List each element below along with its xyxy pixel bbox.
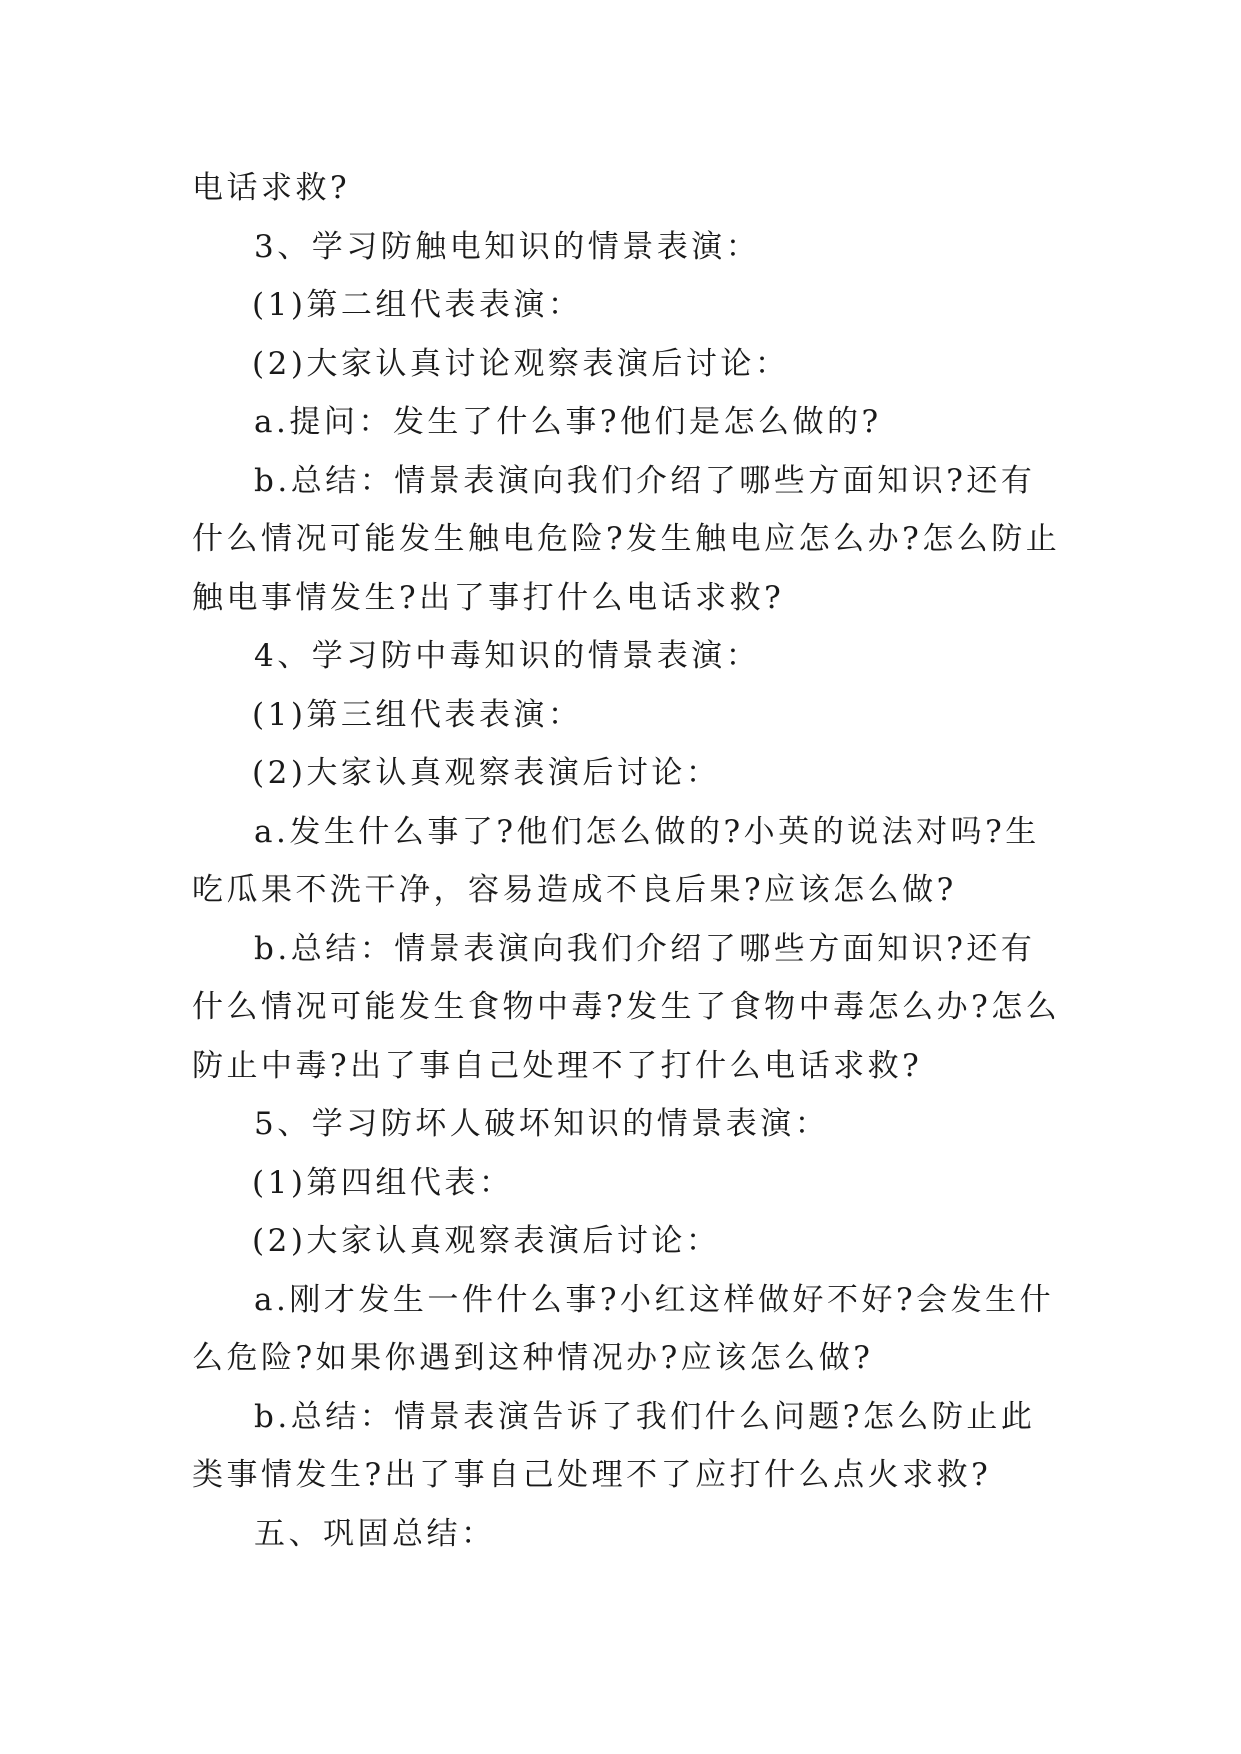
paragraph: a.刚才发生一件什么事?小红这样做好不好?会发生什么危险?如果你遇到这种情况办?应该怎么做?: [192, 1281, 1055, 1376]
paragraph: (2)大家认真观察表演后讨论：: [252, 755, 721, 791]
paragraph: b.总结：情景表演向我们介绍了哪些方面知识?还有什么情况可能发生触电危险?发生触电应怎么办?怎么防止触电事情发生?出了事打什么电话求救?: [192, 462, 1061, 616]
section-heading-3: 3、学习防触电知识的情景表演：: [254, 228, 761, 265]
paragraph: (1)第四组代表：: [252, 1164, 514, 1201]
section-heading-5: 5、学习防坏人破坏知识的情景表演：: [254, 1106, 830, 1142]
paragraph: (2)大家认真讨论观察表演后讨论：: [252, 345, 790, 382]
paragraph: (2)大家认真观察表演后讨论：: [252, 1223, 721, 1259]
document-body: [192, 159, 1062, 1563]
paragraph: a.提问：发生了什么事?他们是怎么做的?: [254, 404, 882, 440]
paragraph: 电话求救?: [192, 170, 351, 206]
section-heading-4: 4、学习防中毒知识的情景表演：: [254, 638, 761, 674]
section-heading-five: 五、巩固总结：: [254, 1515, 496, 1552]
paragraph: b.总结：情景表演告诉了我们什么问题?怎么防止此类事情发生?出了事自己处理不了应打什么点火求救?: [192, 1398, 1036, 1493]
paragraph: a.发生什么事了?他们怎么做的?小英的说法对吗?生吃瓜果不洗干净，容易造成不良后果?应该怎么做?: [192, 813, 1040, 908]
paragraph: (1)第三组代表表演：: [252, 696, 583, 733]
paragraph: b.总结：情景表演向我们介绍了哪些方面知识?还有什么情况可能发生食物中毒?发生了食物中毒怎么办?怎么防止中毒?出了事自己处理不了打什么电话求救?: [192, 930, 1061, 1084]
paragraph: (1)第二组代表表演：: [252, 287, 583, 323]
